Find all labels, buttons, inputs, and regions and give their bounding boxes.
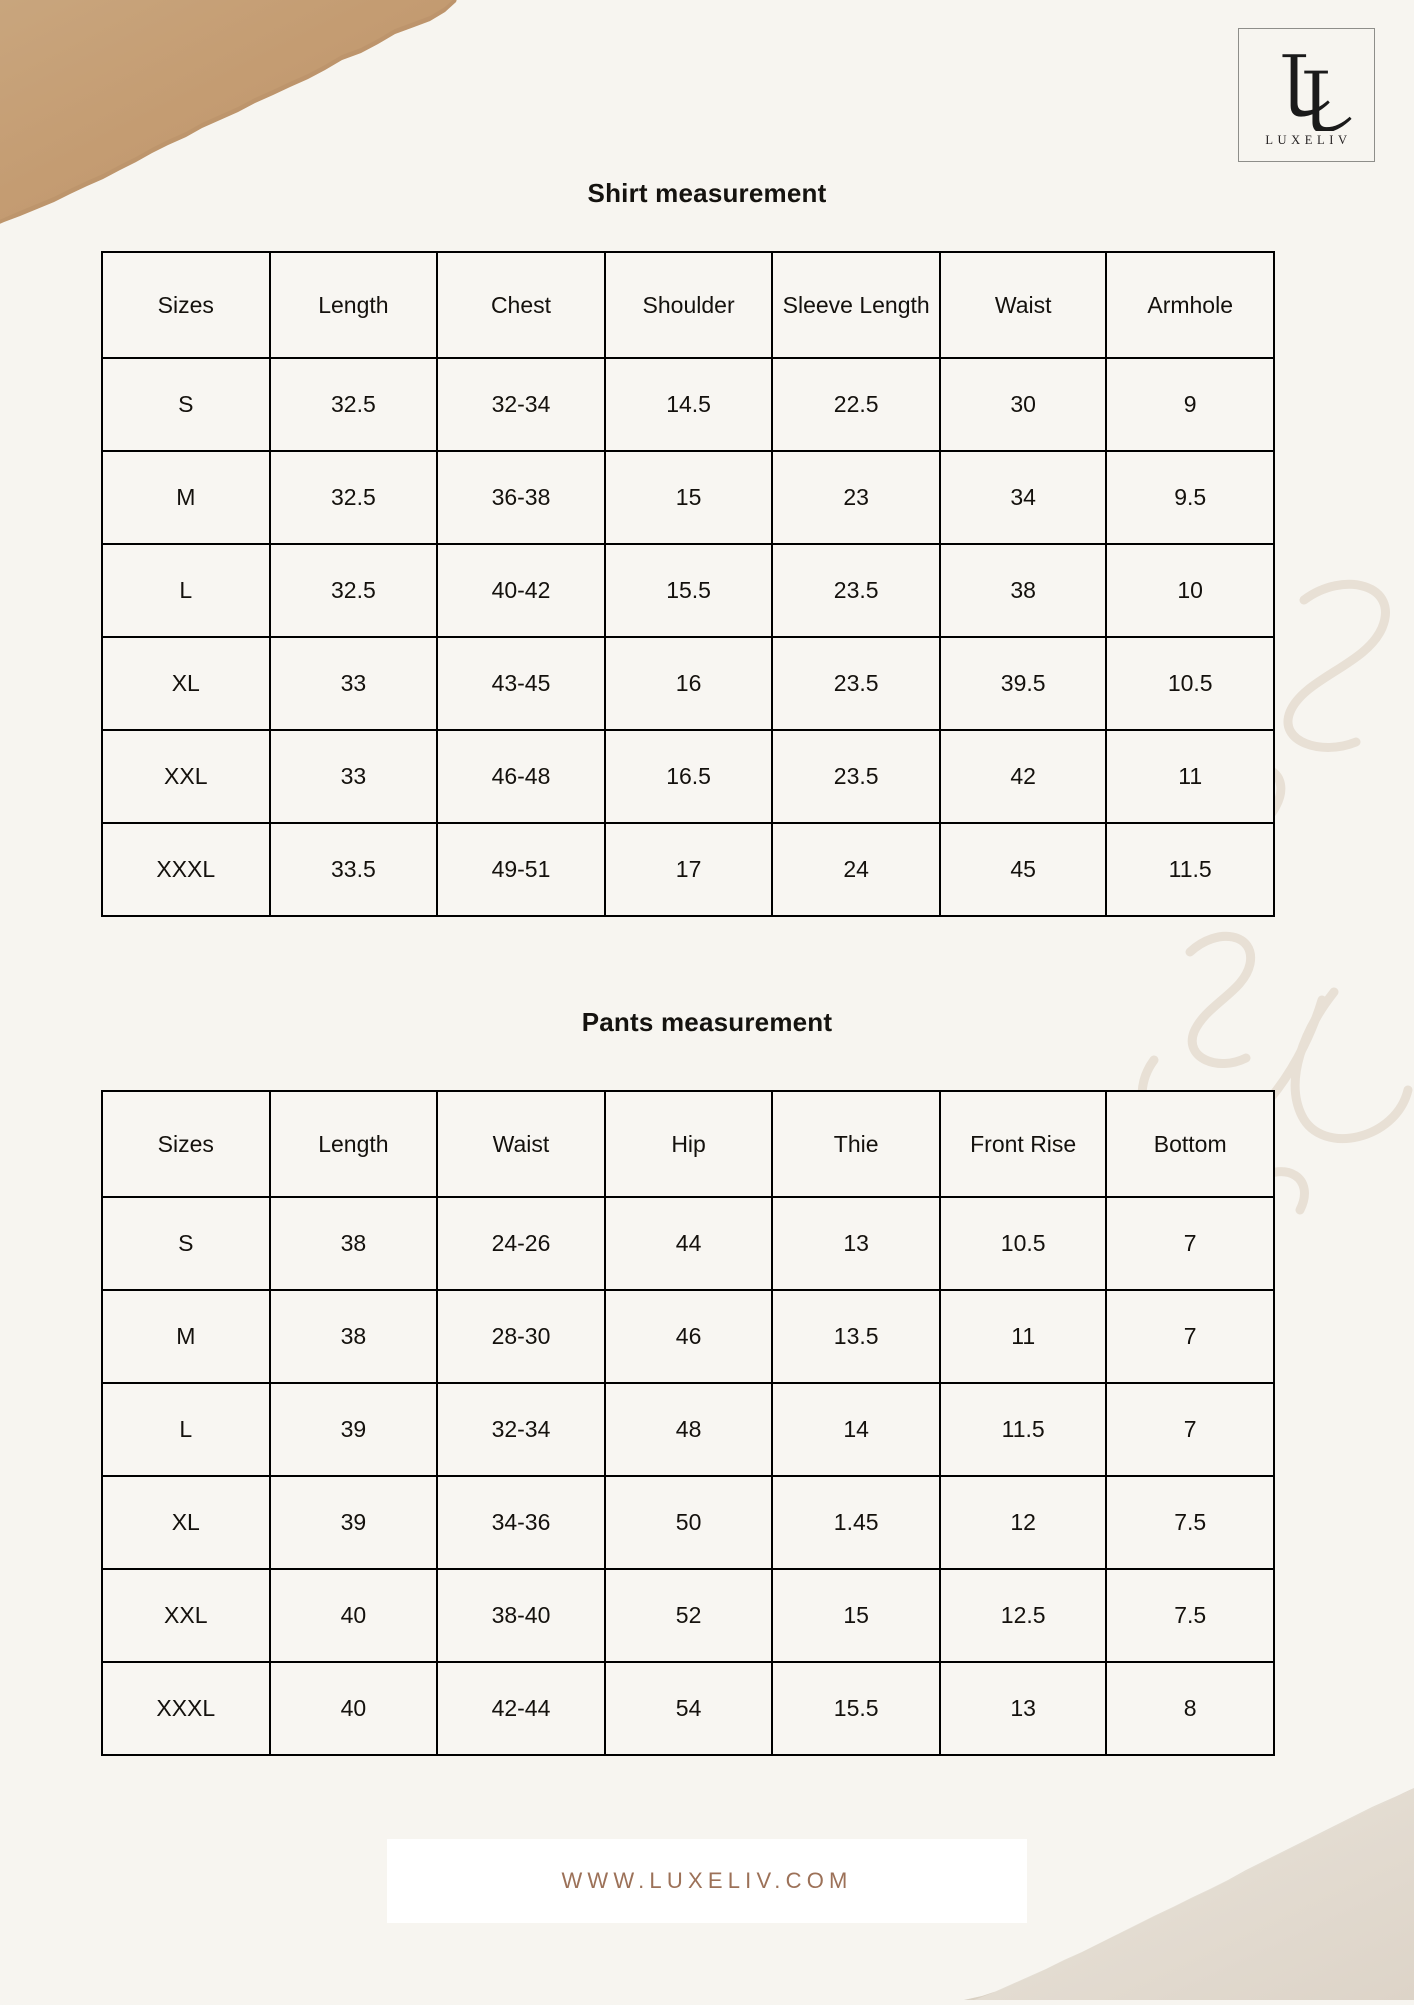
measurement-cell: 16: [605, 637, 773, 730]
measurement-cell: 23.5: [772, 637, 940, 730]
table-row: [102, 637, 1274, 730]
column-header-thie: Thie: [772, 1091, 940, 1197]
pants-measurement-table-container: [101, 1090, 1275, 1756]
shirt-table-header: [102, 252, 1274, 358]
measurement-cell: 10: [1106, 544, 1274, 637]
measurement-cell: 23.5: [772, 730, 940, 823]
measurement-cell: 32.5: [270, 358, 438, 451]
measurement-cell: 15: [772, 1569, 940, 1662]
measurement-cell: 15: [605, 451, 773, 544]
measurement-cell: 44: [605, 1197, 773, 1290]
measurement-cell: 38: [270, 1197, 438, 1290]
table-row: [102, 1569, 1274, 1662]
table-row: [102, 1662, 1274, 1755]
measurement-cell: 40-42: [437, 544, 605, 637]
measurement-cell: 40: [270, 1569, 438, 1662]
measurement-cell: 39: [270, 1383, 438, 1476]
measurement-cell: 11.5: [1106, 823, 1274, 916]
measurement-cell: 7: [1106, 1197, 1274, 1290]
measurement-cell: 24: [772, 823, 940, 916]
website-url[interactable]: WWW.LUXELIV.COM: [561, 1868, 853, 1893]
table-row: [102, 823, 1274, 916]
measurement-cell: 7: [1106, 1290, 1274, 1383]
size-label-cell: L: [102, 544, 270, 637]
measurement-cell: 7.5: [1106, 1569, 1274, 1662]
measurement-cell: 34-36: [437, 1476, 605, 1569]
column-header-hip: Hip: [605, 1091, 773, 1197]
shirt-section-title: Shirt measurement: [587, 178, 827, 208]
measurement-cell: 11: [940, 1290, 1106, 1383]
measurement-cell: 39.5: [940, 637, 1106, 730]
size-label-cell: XXL: [102, 730, 270, 823]
measurement-cell: 38-40: [437, 1569, 605, 1662]
size-label-cell: M: [102, 451, 270, 544]
column-header-shoulder: Shoulder: [605, 252, 773, 358]
size-label-cell: S: [102, 358, 270, 451]
ll-monogram-icon: [1257, 43, 1357, 131]
column-header-bottom: Bottom: [1106, 1091, 1274, 1197]
measurement-cell: 11: [1106, 730, 1274, 823]
measurement-cell: 14: [772, 1383, 940, 1476]
measurement-cell: 45: [940, 823, 1106, 916]
measurement-cell: 15.5: [772, 1662, 940, 1755]
measurement-cell: 32-34: [437, 1383, 605, 1476]
measurement-cell: 46-48: [437, 730, 605, 823]
measurement-cell: 50: [605, 1476, 773, 1569]
table-row: [102, 1476, 1274, 1569]
measurement-cell: 23: [772, 451, 940, 544]
size-label-cell: XL: [102, 637, 270, 730]
column-header-waist: Waist: [940, 252, 1106, 358]
size-label-cell: XXL: [102, 1569, 270, 1662]
column-header-chest: Chest: [437, 252, 605, 358]
measurement-cell: 38: [940, 544, 1106, 637]
table-row: [102, 544, 1274, 637]
pants-table-header: [102, 1091, 1274, 1197]
measurement-cell: 54: [605, 1662, 773, 1755]
measurement-cell: 39: [270, 1476, 438, 1569]
size-label-cell: XXXL: [102, 1662, 270, 1755]
measurement-cell: 13: [940, 1662, 1106, 1755]
measurement-cell: 32.5: [270, 451, 438, 544]
measurement-cell: 10.5: [940, 1197, 1106, 1290]
column-header-length: Length: [270, 252, 438, 358]
measurement-cell: 34: [940, 451, 1106, 544]
table-header-row: [102, 252, 1274, 358]
measurement-cell: 8: [1106, 1662, 1274, 1755]
measurement-cell: 9: [1106, 358, 1274, 451]
measurement-cell: 48: [605, 1383, 773, 1476]
measurement-cell: 38: [270, 1290, 438, 1383]
measurement-cell: 24-26: [437, 1197, 605, 1290]
measurement-cell: 43-45: [437, 637, 605, 730]
measurement-cell: 11.5: [940, 1383, 1106, 1476]
table-row: [102, 451, 1274, 544]
table-row: [102, 1383, 1274, 1476]
measurement-cell: 14.5: [605, 358, 773, 451]
measurement-cell: 42-44: [437, 1662, 605, 1755]
table-row: [102, 1290, 1274, 1383]
measurement-cell: 52: [605, 1569, 773, 1662]
footer-band: [387, 1839, 1027, 1923]
size-label-cell: S: [102, 1197, 270, 1290]
measurement-cell: 10.5: [1106, 637, 1274, 730]
shirt-measurement-table-container: [101, 251, 1275, 917]
size-label-cell: L: [102, 1383, 270, 1476]
pants-section-title: Pants measurement: [581, 1007, 833, 1037]
brand-logo: [1238, 28, 1375, 162]
table-header-row: [102, 1091, 1274, 1197]
column-header-sizes: Sizes: [102, 1091, 270, 1197]
measurement-cell: 17: [605, 823, 773, 916]
measurement-cell: 33: [270, 730, 438, 823]
measurement-cell: 33.5: [270, 823, 438, 916]
measurement-cell: 9.5: [1106, 451, 1274, 544]
measurement-cell: 13.5: [772, 1290, 940, 1383]
logo-wordmark: LUXELIV: [1265, 132, 1352, 147]
measurement-cell: 7: [1106, 1383, 1274, 1476]
measurement-cell: 15.5: [605, 544, 773, 637]
column-header-waist: Waist: [437, 1091, 605, 1197]
pants-table-body: [102, 1197, 1274, 1755]
shirt-measurement-table: [101, 251, 1275, 917]
table-row: [102, 358, 1274, 451]
size-label-cell: M: [102, 1290, 270, 1383]
measurement-cell: 32.5: [270, 544, 438, 637]
size-label-cell: XXXL: [102, 823, 270, 916]
column-header-front-rise: Front Rise: [940, 1091, 1106, 1197]
measurement-cell: 40: [270, 1662, 438, 1755]
pants-measurement-table: [101, 1090, 1275, 1756]
shirt-table-body: [102, 358, 1274, 916]
measurement-cell: 30: [940, 358, 1106, 451]
measurement-cell: 33: [270, 637, 438, 730]
measurement-cell: 46: [605, 1290, 773, 1383]
measurement-cell: 22.5: [772, 358, 940, 451]
measurement-cell: 12.5: [940, 1569, 1106, 1662]
measurement-cell: 16.5: [605, 730, 773, 823]
column-header-sizes: Sizes: [102, 252, 270, 358]
measurement-cell: 1.45: [772, 1476, 940, 1569]
measurement-cell: 42: [940, 730, 1106, 823]
column-header-armhole: Armhole: [1106, 252, 1274, 358]
column-header-length: Length: [270, 1091, 438, 1197]
table-row: [102, 1197, 1274, 1290]
size-label-cell: XL: [102, 1476, 270, 1569]
measurement-cell: 7.5: [1106, 1476, 1274, 1569]
measurement-cell: 36-38: [437, 451, 605, 544]
table-row: [102, 730, 1274, 823]
measurement-cell: 12: [940, 1476, 1106, 1569]
column-header-sleeve-length: Sleeve Length: [772, 252, 940, 358]
measurement-cell: 23.5: [772, 544, 940, 637]
measurement-cell: 32-34: [437, 358, 605, 451]
measurement-cell: 13: [772, 1197, 940, 1290]
measurement-cell: 49-51: [437, 823, 605, 916]
measurement-cell: 28-30: [437, 1290, 605, 1383]
